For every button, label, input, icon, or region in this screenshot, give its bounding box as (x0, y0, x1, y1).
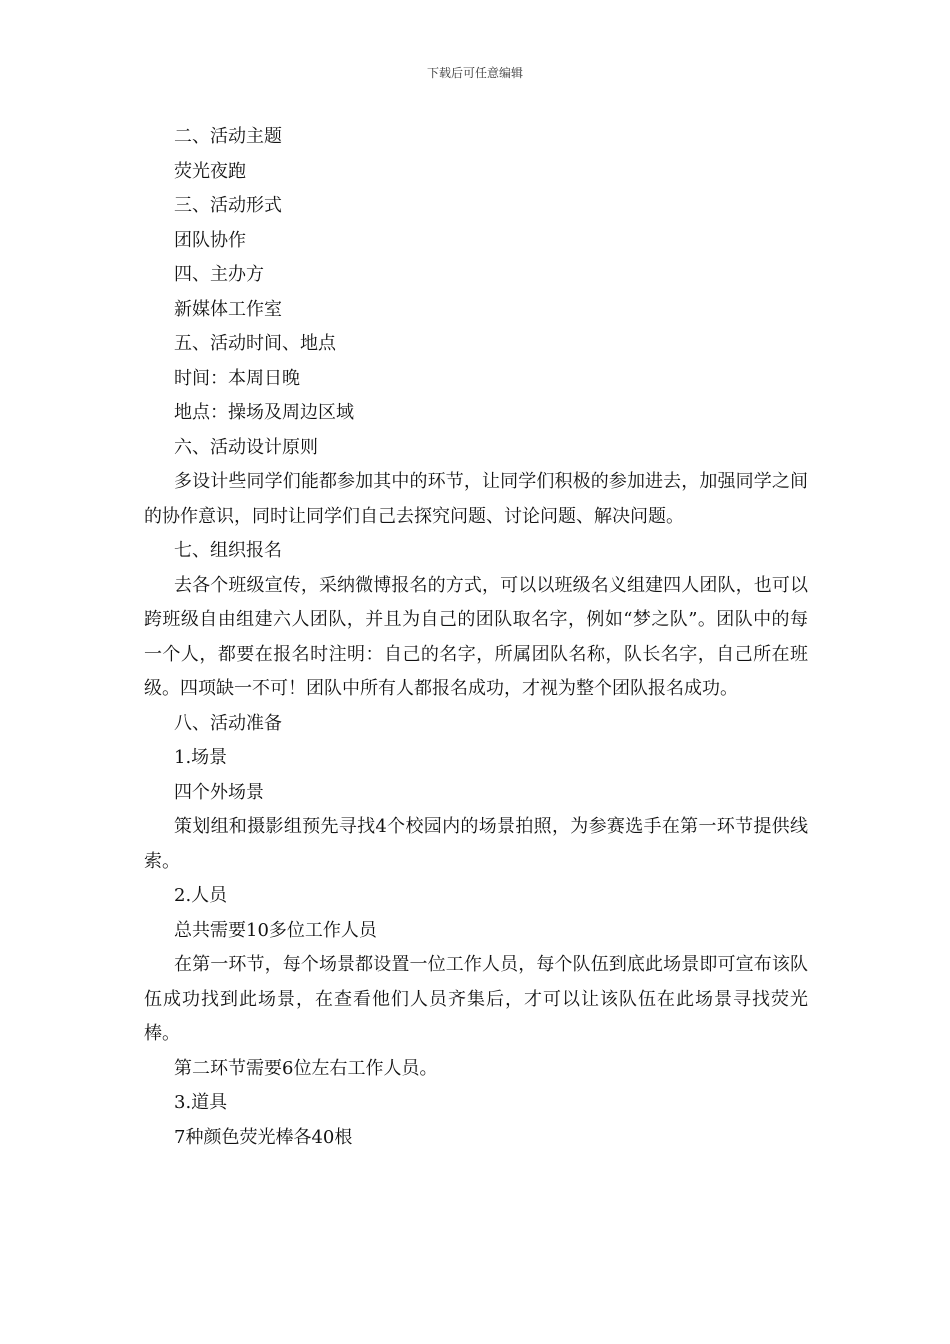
document-body (144, 120, 808, 1155)
paragraph: 新媒体工作室 (174, 298, 282, 320)
subheading-props: 3.道具 (174, 1092, 228, 1113)
paragraph: 团队协作 (174, 229, 246, 251)
section-heading-principles: 六、活动设计原则 (174, 436, 318, 458)
subheading-scenes: 1.场景 (174, 747, 228, 768)
paragraph: 第二环节需要6位左右工作人员。 (174, 1057, 438, 1079)
paragraph: 四个外场景 (174, 781, 264, 803)
paragraph: 在第一环节，每个场景都设置一位工作人员，每个队伍到底此场景即可宣布该队伍成功找到此场景，在查看他们人员齐集后，才可以让该队伍在此场景寻找荧光棒。 (144, 954, 808, 1044)
section-heading-format: 三、活动形式 (174, 195, 282, 216)
paragraph: 时间：本周日晚 (174, 367, 300, 389)
paragraph: 7种颜色荧光棒各40根 (174, 1126, 353, 1148)
section-heading-theme: 二、活动主题 (174, 126, 282, 147)
paragraph: 策划组和摄影组预先寻找4个校园内的场景拍照，为参赛选手在第一环节提供线索。 (144, 816, 808, 872)
paragraph: 总共需要10多位工作人员 (174, 919, 377, 941)
paragraph: 地点：操场及周边区域 (174, 402, 354, 423)
page-header: 下载后可任意编辑 (426, 66, 523, 80)
section-heading-registration: 七、组织报名 (174, 540, 282, 561)
section-heading-time-place: 五、活动时间、地点 (174, 333, 336, 354)
paragraph: 多设计些同学们能都参加其中的环节，让同学们积极的参加进去，加强同学之间的协作意识，同时让同学们自己去探究问题、讨论问题、解决问题。 (144, 471, 808, 527)
paragraph: 去各个班级宣传，采纳微博报名的方式，可以以班级名义组建四人团队，也可以跨班级自由组建六人团队，并且为自己的团队取名字，例如“梦之队”。团队中的每一个人，都要在报名时注明：自己的名字，所属团队名称，队长名字，自己所在班级。四项缺一不可！团队中所有人都报名成功，才视为整个团队报名成功。 (144, 574, 808, 699)
section-heading-organizer: 四、主办方 (174, 264, 264, 285)
paragraph: 荧光夜跑 (174, 160, 246, 182)
subheading-staff: 2.人员 (174, 885, 228, 906)
section-heading-preparation: 八、活动准备 (174, 712, 282, 734)
